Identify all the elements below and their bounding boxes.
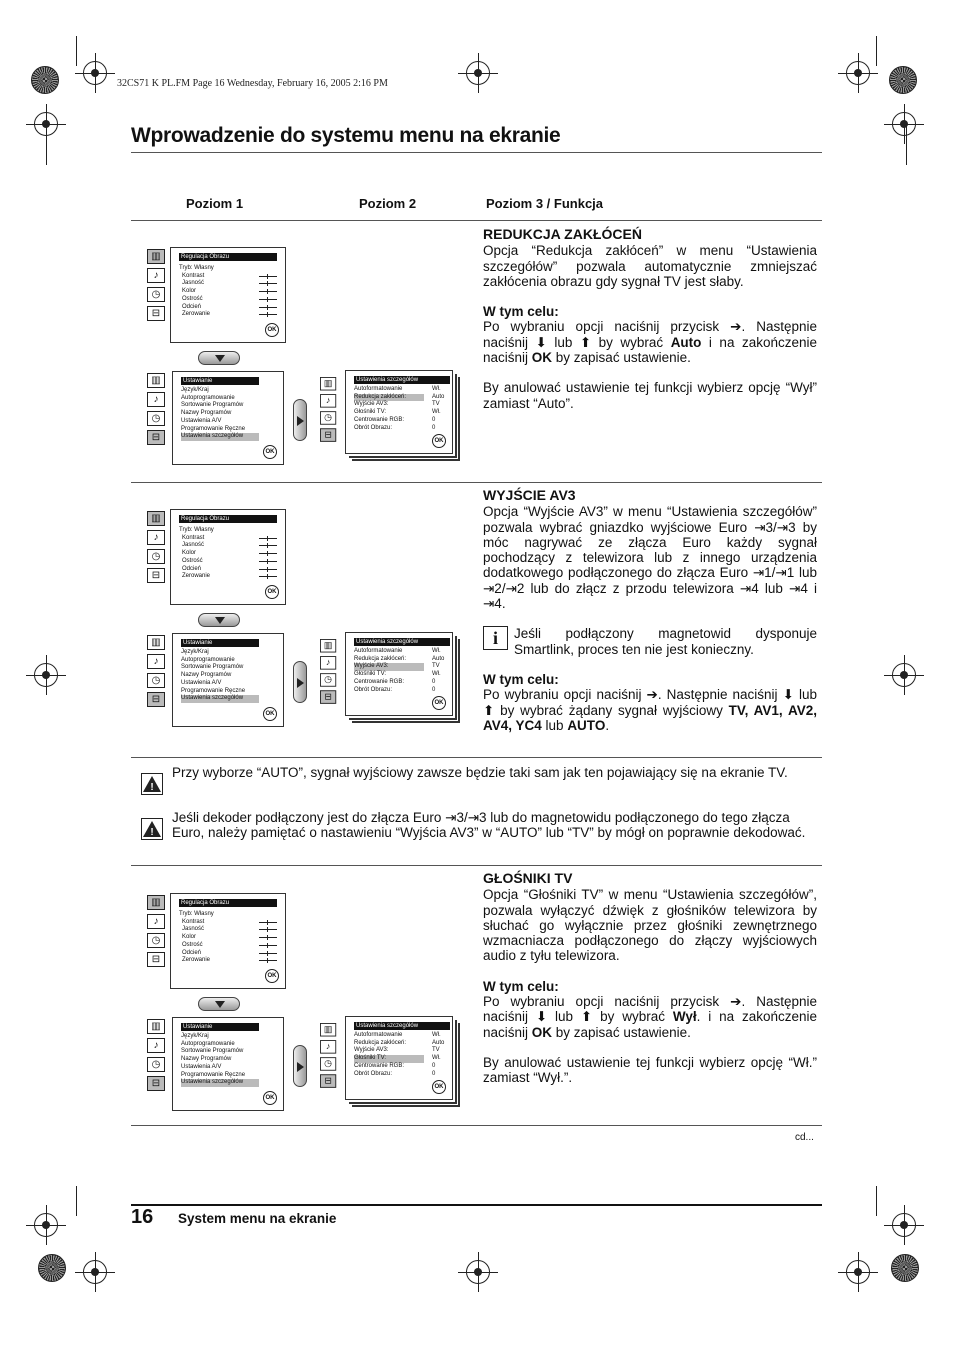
down-arrow-icon (198, 351, 240, 365)
slider (259, 561, 277, 562)
menu-value: TV (432, 1047, 440, 1054)
menu-item: Zerowanie (182, 957, 211, 964)
menu-item: Centrowanie RGB: (354, 1062, 405, 1069)
warning-triangle-icon (141, 818, 163, 840)
menu-header: Ustawianie (181, 1023, 259, 1031)
menu-header: Ustawienia szczegółów (354, 376, 450, 384)
section-rule (131, 757, 822, 758)
footer-title: System menu na ekranie (178, 1211, 337, 1226)
crop-mark (46, 125, 47, 165)
toolbox-icon: ⊟ (147, 952, 165, 967)
registration-mark (838, 53, 878, 93)
down-arrow-icon (198, 997, 240, 1011)
section-steps: Po wybraniu opcji naciśnij ➔. Następnie naciśnij ⬇ lub ⬆ by wybrać żądany sygnał wyjściowy TV, AV1, AV2, AV4, YC4 lub AUTO. (483, 687, 817, 733)
menu-item: Autoformatowanie (354, 1032, 403, 1038)
picture-icon: ▥ (147, 635, 165, 650)
menu-items (179, 265, 214, 319)
menu-value: Wł. (432, 671, 441, 678)
level1-icons (147, 895, 169, 971)
menu-value: 0 (432, 686, 436, 693)
menu-item: Autoprogramowanie (181, 394, 235, 401)
menu-value: TV (432, 401, 440, 408)
menu-item: Nazwy Programów (181, 410, 232, 417)
warning-triangle-icon (141, 773, 163, 795)
menu-header: Regulacja Obrazu (179, 515, 277, 523)
menu-items (179, 527, 214, 581)
menu-item: Ustawienia A/V (181, 1063, 222, 1070)
toolbox-icon: ⊟ (147, 1076, 165, 1091)
ok-button-icon: OK (263, 707, 277, 721)
toolbox-icon: ⊟ (147, 306, 165, 321)
menu-value: 0 (432, 416, 436, 423)
menu-item: Ustawienia szczegółów (181, 433, 259, 441)
menu-item: Kolor (182, 288, 197, 295)
menu-items (181, 649, 259, 703)
menu-item: Ostrość (182, 941, 203, 948)
slider (259, 276, 277, 277)
menu-item: Programowanie Ręczne (181, 425, 246, 432)
picture-icon: ▥ (147, 1019, 165, 1034)
detail-menu (345, 370, 453, 454)
right-arrow-icon (293, 1045, 307, 1087)
crop-mark (906, 125, 907, 165)
slider (259, 314, 277, 315)
warning-decoder (141, 810, 821, 841)
file-info: 32CS71 K PL.FM Page 16 Wednesday, February 16, 2005 2:16 PM (117, 78, 388, 89)
section-intro: Opcja “Wyjście AV3” w menu “Ustawienia szczegółów” pozwala wybrać gniazdko wyjściowe Euro ⇥3/⇥3 by móc nagrywać ze złącza Euro każdy sygnał pochodzący z telewizora lub z innego urządzenia dodatkowego podłączonego do złącza Euro ⇥1/⇥1 lub ⇥2/⇥2 lub do złącz z przodu telewizora ⇥4 lub ⇥4 i ⇥4. (483, 504, 817, 612)
picture-icon: ▥ (320, 377, 336, 391)
setup-menu (172, 633, 284, 727)
section-cancel: By anulować ustawienie tej funkcji wybierz opcję “Wł.” zamiast “Wył.”. (483, 1054, 817, 1086)
menu-item: Ustawienia szczegółów (181, 1079, 259, 1087)
menu-item: Odcień (182, 565, 202, 572)
picture-icon: ▥ (147, 895, 165, 910)
column-level3: Poziom 3 / Funkcja (486, 196, 604, 211)
menu-value: TV (432, 663, 440, 670)
menu-item: Autoprogramowanie (181, 1040, 235, 1047)
menu-items (179, 911, 214, 965)
slider (259, 553, 277, 554)
clock-icon: ◷ (147, 287, 165, 302)
menu-item: Redukcja zakłóceń: (354, 655, 407, 662)
clock-icon: ◷ (320, 411, 336, 425)
picture-menu (170, 893, 286, 989)
color-rosette (891, 1254, 919, 1282)
picture-icon: ▥ (147, 511, 165, 526)
menu-item: Obrót Obrazu: (354, 1070, 393, 1077)
color-rosette (31, 66, 59, 94)
menu-item: Zerowanie (182, 311, 211, 318)
registration-mark (884, 1205, 924, 1245)
registration-mark (458, 1252, 498, 1292)
menu-item: Zerowanie (182, 573, 211, 580)
note-icon: ♪ (320, 394, 336, 408)
level2-icons (320, 1023, 340, 1091)
menu-value: Wł. (432, 386, 441, 392)
picture-menu (170, 509, 286, 605)
detail-menu (345, 1016, 453, 1100)
registration-mark (884, 655, 924, 695)
ok-button-icon: OK (265, 585, 279, 599)
section-rule (131, 482, 822, 483)
ok-button-icon: OK (432, 434, 446, 448)
note-icon: ♪ (320, 1040, 336, 1054)
menu-item: Autoprogramowanie (181, 656, 235, 663)
menu-value: 0 (432, 1070, 436, 1077)
menu-items (354, 1032, 424, 1078)
menu-item: Sortowanie Programów (181, 664, 244, 671)
crop-mark (876, 1186, 877, 1216)
menu-value: Auto (432, 655, 445, 662)
section-steps: Po wybraniu opcji naciśnij przycisk ➔. Następnie naciśnij ⬇ lub ⬆ by wybrać Wył. i na zakończenie naciśnij OK by zapisać ustawienie. (483, 994, 817, 1040)
registration-mark (26, 1205, 66, 1245)
section-subheading: W tym celu: (483, 671, 559, 687)
page-title: Wprowadzenie do systemu menu na ekranie (131, 124, 561, 147)
section-rule (131, 865, 822, 866)
section-intro: Opcja “Redukcja zakłóceń” w menu “Ustawienia szczegółów” pozwala automatycznie zmniejszać zakłócenia obrazu gdy sygnał TV jest słaby. (483, 243, 817, 289)
menu-item: Wyjście AV3: (354, 663, 424, 671)
menu-value: Wł. (432, 409, 441, 416)
menu-item: Kolor (182, 550, 197, 557)
color-rosette (889, 66, 917, 94)
warning-text: Przy wyborze “AUTO”, sygnał wyjściowy zawsze będzie taki sam jak ten pojawiający się na ekranie TV. (172, 765, 788, 780)
menu-item: Nazwy Programów (181, 1056, 232, 1063)
menu-items (181, 387, 259, 441)
menu-item: Głośniki TV: (354, 1055, 424, 1063)
menu-item: Redukcja zakłóceń: (354, 394, 424, 402)
clock-icon: ◷ (147, 673, 165, 688)
slider (259, 569, 277, 570)
section-subheading: W tym celu: (483, 304, 559, 320)
menu-item: Jasność (182, 280, 205, 287)
clock-icon: ◷ (147, 933, 165, 948)
slider (259, 576, 277, 577)
level2-icons (320, 377, 340, 445)
menu-item: Nazwy Programów (181, 672, 232, 679)
note-icon: ♪ (147, 1038, 165, 1053)
right-arrow-icon (293, 661, 307, 703)
menu-item: Tryb: Własny (179, 265, 214, 271)
ok-button-icon: OK (432, 696, 446, 710)
ok-button-icon: OK (432, 1080, 446, 1094)
slider (259, 291, 277, 292)
menu-item: Język/Kraj (181, 649, 209, 655)
section-steps: Po wybraniu opcji naciśnij przycisk ➔. Następnie naciśnij ⬇ lub ⬆ by wybrać Auto i na zakończenie naciśnij OK by zapisać ustawienie. (483, 319, 817, 366)
level2-icons (320, 639, 340, 707)
menu-items (181, 1033, 259, 1087)
section-heading: WYJŚCIE AV3 (483, 487, 576, 503)
registration-mark (838, 1252, 878, 1292)
down-arrow-icon (198, 613, 240, 627)
slider (259, 538, 277, 539)
menu-value: 0 (432, 1062, 436, 1069)
warning-auto (141, 765, 821, 780)
toolbox-icon: ⊟ (320, 1074, 336, 1088)
slider (259, 960, 277, 961)
menu-item: Ustawienia A/V (181, 417, 222, 424)
menu-item: Kontrast (182, 272, 205, 279)
clock-icon: ◷ (147, 1057, 165, 1072)
menu-header: Regulacja Obrazu (179, 253, 277, 261)
section-subheading: W tym celu: (483, 978, 559, 994)
clock-icon: ◷ (320, 1057, 336, 1071)
menu-values (432, 648, 444, 694)
menu-item: Jasność (182, 926, 205, 933)
registration-mark (26, 655, 66, 695)
menu-header: Ustawienia szczegółów (354, 1022, 450, 1030)
menu-item: Wyjście AV3: (354, 1047, 389, 1054)
menu-value: Auto (432, 393, 445, 400)
menu-item: Kontrast (182, 918, 205, 925)
menu-values (432, 1032, 444, 1078)
picture-icon: ▥ (147, 249, 165, 264)
setup-menu (172, 371, 284, 465)
picture-icon: ▥ (320, 1023, 336, 1037)
menu-item: Głośniki TV: (354, 671, 387, 678)
menu-item: Programowanie Ręczne (181, 687, 246, 694)
menu-item: Odcień (182, 949, 202, 956)
level1-icons (147, 249, 169, 325)
level1-icons (147, 373, 169, 449)
ok-button-icon: OK (265, 969, 279, 983)
title-rule (131, 152, 822, 153)
slider (259, 307, 277, 308)
note-icon: ♪ (320, 656, 336, 670)
crop-mark (876, 36, 877, 66)
section-intro: Opcja “Głośniki TV” w menu “Ustawienia szczegółów”, pozwala wyłączyć dźwięk z głośników telewizora by słuchać go wyłącznie przez głośniki zewnętrznego wzmacniacza podłączonego do złączy wyjściowych audio z tyłu telewizora. (483, 887, 817, 964)
crop-mark (76, 1186, 77, 1216)
toolbox-icon: ⊟ (147, 692, 165, 707)
registration-mark (75, 53, 115, 93)
note-icon: ♪ (147, 530, 165, 545)
menu-item: Język/Kraj (181, 1033, 209, 1039)
slider (259, 929, 277, 930)
menu-item: Sortowanie Programów (181, 1048, 244, 1055)
menu-item: Głośniki TV: (354, 409, 387, 416)
right-arrow-icon (293, 399, 307, 441)
note-icon: ♪ (147, 392, 165, 407)
menu-value: 0 (432, 678, 436, 685)
column-level1: Poziom 1 (186, 196, 244, 211)
continued-marker: cd... (795, 1132, 814, 1143)
clock-icon: ◷ (147, 549, 165, 564)
menu-values (432, 386, 444, 432)
menu-item: Kontrast (182, 534, 205, 541)
picture-menu (170, 247, 286, 343)
color-rosette (38, 1254, 66, 1282)
picture-icon: ▥ (147, 373, 165, 388)
menu-items (354, 386, 424, 432)
slider (259, 922, 277, 923)
menu-value: Wł. (432, 1055, 441, 1062)
menu-header: Regulacja Obrazu (179, 899, 277, 907)
column-level2: Poziom 2 (359, 196, 417, 211)
page-number: 16 (131, 1206, 154, 1228)
menu-value: Auto (432, 1039, 445, 1046)
menu-value: Wł. (432, 648, 441, 654)
toolbox-icon: ⊟ (320, 690, 336, 704)
ok-button-icon: OK (263, 445, 277, 459)
detail-menu (345, 632, 453, 716)
clock-icon: ◷ (147, 411, 165, 426)
picture-icon: ▥ (320, 639, 336, 653)
section-heading: REDUKCJA ZAKŁÓCEŃ (483, 226, 642, 242)
menu-header: Ustawienia szczegółów (354, 638, 450, 646)
section-glosniki (483, 871, 817, 1086)
menu-item: Wyjście AV3: (354, 401, 389, 408)
crop-mark (76, 36, 77, 66)
menu-item: Centrowanie RGB: (354, 678, 405, 685)
menu-item: Tryb: Własny (179, 527, 214, 533)
toolbox-icon: ⊟ (147, 568, 165, 583)
registration-mark (458, 53, 498, 93)
slider (259, 953, 277, 954)
menu-item: Sortowanie Programów (181, 402, 244, 409)
menu-item: Redukcja zakłóceń: (354, 1039, 407, 1046)
menu-item: Ustawienia A/V (181, 679, 222, 686)
slider (259, 545, 277, 546)
warning-text: Jeśli dekoder podłączony jest do złącza Euro ⇥3/⇥3 lub do magnetowidu podłączonego do tego złącza Euro, należy pamiętać o nastawieniu “Wyjścia AV3” w “AUTO” lub “TV” by mógł on poprawnie dekodować. (172, 810, 806, 841)
toolbox-icon: ⊟ (147, 430, 165, 445)
slider (259, 299, 277, 300)
section-cancel: By anulować ustawienie tej funkcji wybierz opcję “Wył” zamiast “Auto”. (483, 380, 817, 411)
level1-icons (147, 635, 169, 711)
note-icon: ♪ (147, 654, 165, 669)
section-av3 (483, 488, 817, 733)
menu-item: Odcień (182, 303, 202, 310)
menu-item: Ustawienia szczegółów (181, 695, 259, 703)
registration-mark (75, 1252, 115, 1292)
menu-value: 0 (432, 424, 436, 431)
menu-item: Ostrość (182, 295, 203, 302)
menu-item: Autoformatowanie (354, 648, 403, 654)
level1-icons (147, 511, 169, 587)
slider (259, 283, 277, 284)
menu-header: Ustawianie (181, 377, 259, 385)
menu-item: Obrót Obrazu: (354, 686, 393, 693)
header-rule (131, 220, 822, 221)
section-redukcja (483, 227, 817, 411)
section-rule (131, 1125, 822, 1126)
menu-items (354, 648, 424, 694)
menu-header: Ustawianie (181, 639, 259, 647)
info-note (483, 626, 817, 657)
info-icon: i (483, 626, 508, 650)
menu-item: Centrowanie RGB: (354, 416, 405, 423)
setup-menu (172, 1017, 284, 1111)
footer-rule (131, 1204, 822, 1206)
menu-item: Programowanie Ręczne (181, 1071, 246, 1078)
menu-item: Obrót Obrazu: (354, 424, 393, 431)
note-text: Jeśli podłączony magnetowid dysponuje Smartlink, proces ten nie jest konieczny. (514, 626, 817, 657)
menu-item: Język/Kraj (181, 387, 209, 393)
toolbox-icon: ⊟ (320, 428, 336, 442)
registration-mark (884, 104, 924, 144)
note-icon: ♪ (147, 268, 165, 283)
slider (259, 937, 277, 938)
menu-value: Wł. (432, 1032, 441, 1038)
menu-item: Kolor (182, 934, 197, 941)
menu-item: Jasność (182, 542, 205, 549)
menu-item: Autoformatowanie (354, 386, 403, 392)
ok-button-icon: OK (265, 323, 279, 337)
section-heading: GŁOŚNIKI TV (483, 870, 573, 886)
menu-item: Ostrość (182, 557, 203, 564)
clock-icon: ◷ (320, 673, 336, 687)
level1-icons (147, 1019, 169, 1095)
slider (259, 945, 277, 946)
menu-item: Tryb: Własny (179, 911, 214, 917)
note-icon: ♪ (147, 914, 165, 929)
ok-button-icon: OK (263, 1091, 277, 1105)
